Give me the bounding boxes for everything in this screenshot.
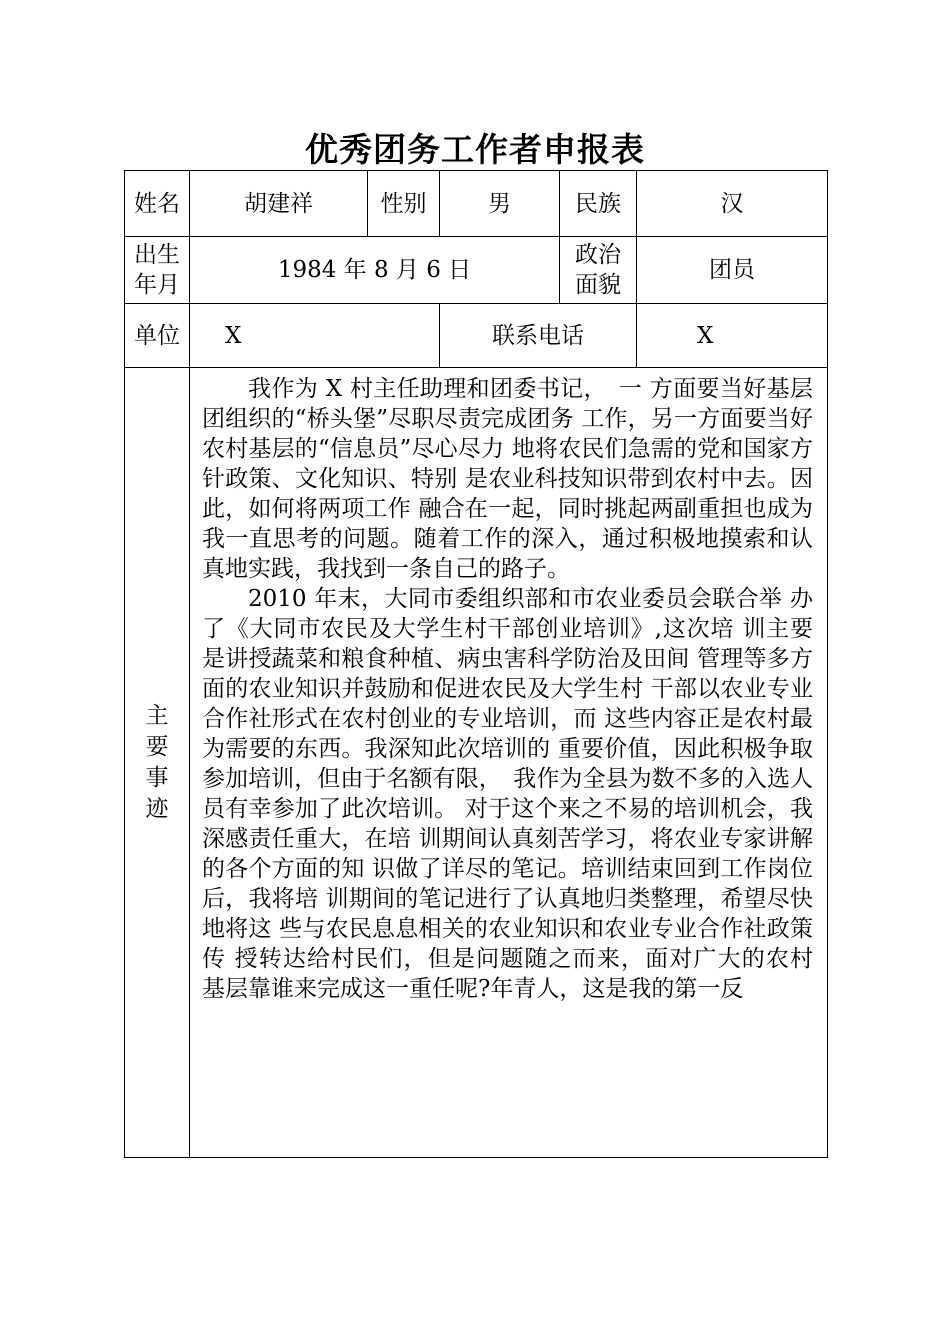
deeds-label: 主要事迹 (145, 702, 169, 822)
gender-value: 男 (440, 171, 560, 237)
name-label: 姓名 (125, 171, 190, 237)
deeds-label-cell (125, 368, 190, 1158)
application-form-table (124, 170, 828, 1158)
birth-value: 1984 年 8 月 6 日 (190, 237, 560, 304)
gender-label: 性别 (368, 171, 440, 237)
phone-label: 联系电话 (440, 304, 637, 368)
page-title: 优秀团务工作者申报表 (305, 130, 645, 169)
birth-label-line2: 年月 (134, 272, 180, 298)
political-label-line2: 面貌 (575, 272, 621, 298)
political-value: 团员 (637, 237, 828, 304)
deeds-content (190, 368, 828, 1158)
deeds-paragraph-2: 2010 年末，大同市委组织部和市农业委员会联合举 办了《大同市农民及大学生村干部创业培训》,这次培 训主要是讲授蔬菜和粮食种植、病虫害科学防治及田间 管理等多方面的农业知识并鼓励和促进农民及大学生村 干部以农业专业合作社形式在农村创业的专业培训，而 这些内容正是农村最为需要的东西。我深知此次培训的 重要价值，因此积极争取参加培训，但由于名额有限， 我作为全县为数不多的入选人员有幸参加了此次培训。 对于这个来之不易的培训机会，我深感责任重大，在培 训期间认真刻苦学习，将农业专家讲解的各个方面的知 识做了详尽的笔记。培训结束回到工作岗位后，我将培 训期间的笔记进行了认真地归类整理，希望尽快地将这 些与农民息息相关的农业知识和农业专业合作社政策传 授转达给村民们，但是问题随之而来，面对广大的农村 基层靠谁来完成这一重任呢?年青人，这是我的第一反 (202, 586, 813, 1002)
ethnicity-value: 汉 (637, 171, 828, 237)
unit-value: X (190, 304, 440, 368)
ethnicity-label: 民族 (560, 171, 637, 237)
deeds-paragraph-1: 我作为 X 村主任助理和团委书记， 一 方面要当好基层团组织的“桥头堡”尽职尽责完成团务 工作，另一方面要当好农村基层的“信息员”尽心尽力 地将农民们急需的党和国家方针政策、文化知识、特别 是农业科技知识带到农村中去。因此，如何将两项工作 融合在一起，同时挑起两副重担也成为我一直思考的问题。随着工作的深入，通过积极地摸索和认真地实践，我找到一条自己的路子。 (202, 376, 813, 582)
political-label-line1: 政治 (575, 242, 621, 268)
phone-value: X (637, 304, 828, 368)
name-value: 胡建祥 (190, 171, 368, 237)
birth-label (125, 237, 190, 304)
birth-label-line1: 出生 (134, 242, 180, 268)
unit-label: 单位 (125, 304, 190, 368)
political-label (560, 237, 637, 304)
